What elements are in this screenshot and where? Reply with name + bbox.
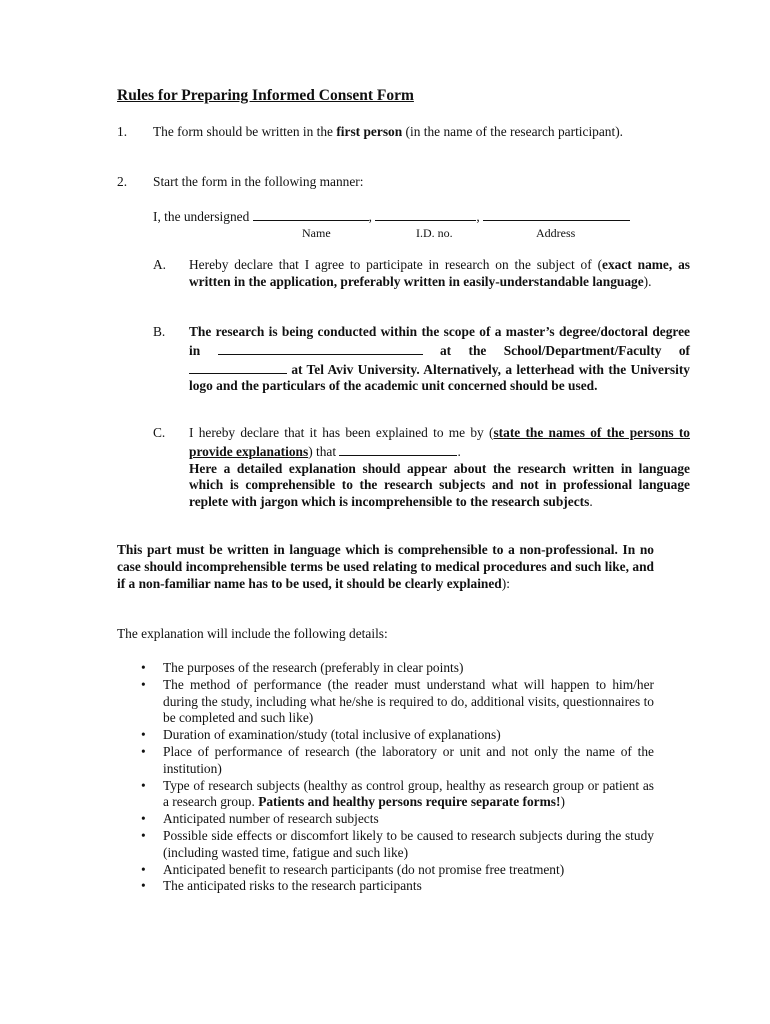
explanation-blank [339,442,457,456]
faculty-blank [189,360,287,374]
rule-emphasis: first person [336,124,403,139]
list-item: • Anticipated number of research subjects [141,811,379,827]
rule-text: The form should be written in the first person (in the name of the research participant). [153,124,624,139]
section-instruction: state the names of the persons to provide explanations [189,425,690,459]
section-c [153,425,690,511]
bullet-icon: • [141,811,146,827]
bullet-icon: • [141,878,146,894]
bullet-icon: • [141,861,146,877]
section-emphasis: Here a detailed explanation should appear about the research written in language which is comprehensible to the research subjects and not in professional language replete with jargon which is incomprehensible to the research subjects [189,460,690,510]
rule-1 [117,124,654,141]
address-blank [483,207,630,221]
name-blank [253,207,369,221]
list-item: • Anticipated benefit to research participants (do not promise free treatment) [141,861,565,877]
caption-name: Name [302,226,331,240]
caption-id: I.D. no. [416,226,453,240]
explanation-intro: The explanation will include the following details: [117,626,388,641]
bullet-icon: • [141,727,146,743]
list-item: • Possible side effects or discomfort likely to be caused to research subjects during the study (including wasted time, fatigue and such like) [141,827,654,860]
section-b [153,324,690,395]
bullet-icon: • [141,743,146,759]
rule-2 [117,174,654,191]
section-letter: C. [153,425,166,440]
section-emphasis: exact name, as written in the application, preferably written in easily-understandable language [189,257,690,289]
list-item: • The method of performance (the reader must understand what will happen to him/her during the study, including what he/she is required to do, additional visits, questionnaires to be completed and such like) [141,676,654,726]
bullet-icon: • [141,660,146,675]
rule-text: Start the form in the following manner: [153,174,364,189]
list-item: • Type of research subjects (healthy as control group, healthy as research group or patient as a research group. Patients and healthy persons require separate forms!) [141,777,654,810]
list-item: • Duration of examination/study (total inclusive of explanations) [141,727,501,743]
id-blank [375,207,476,221]
language-note: This part must be written in language which is comprehensible to a non-professional. In no case should incomprehensible terms be used relating to medical procedures and such like, and if a non-familiar name has to be used, it should be clearly explained): [117,542,654,591]
list-emphasis: Patients and healthy persons require separate forms! [258,794,561,810]
bullet-icon: • [141,676,146,692]
section-letter: B. [153,324,166,339]
degree-blank [218,341,423,355]
section-letter: A. [153,257,167,272]
section-a [153,257,690,291]
list-item: • The purposes of the research (preferably in clear points) [141,660,464,675]
caption-address: Address [536,226,576,240]
details-list [117,660,654,895]
undersigned-line: I, the undersigned , , [153,207,630,226]
section-text: I hereby declare that it has been explained to me by (state the names of the persons to provide explanations) that . Here a detailed explanation should appear about the research written in language which is comprehensible to the research subjects and not in professional language replete with jargon which is incomprehensible to the research subjects. [189,425,690,510]
list-item: • Place of performance of research (the laboratory or unit and not only the name of the institution) [141,743,654,776]
rule-number: 2. [117,174,128,189]
section-text: Hereby declare that I agree to participate in research on the subject of (exact name, as written in the application, preferably written in easily-understandable language). [189,257,690,289]
bullet-icon: • [141,777,146,793]
section-text: The research is being conducted within the scope of a master’s degree/doctoral degree in at the School/Department/Faculty of at Tel Aviv University. Alternatively, a letterhead with the University logo and the particulars of the academic unit concerned should be used. [189,324,690,394]
document-title: Rules for Preparing Informed Consent Form [117,87,414,104]
bullet-icon: • [141,827,146,843]
rule-number: 1. [117,124,128,139]
list-item: • The anticipated risks to the research participants [141,878,422,894]
